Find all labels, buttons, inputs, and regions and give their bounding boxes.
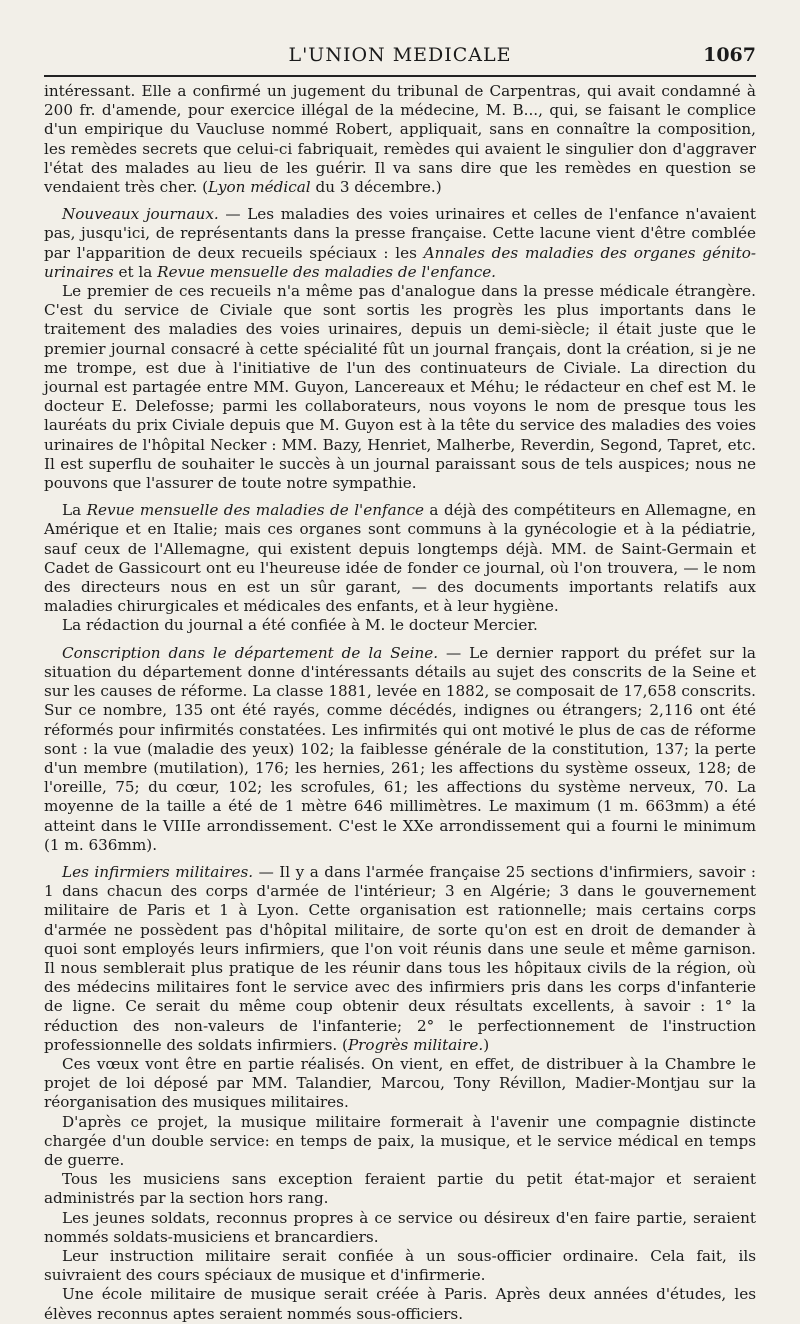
text-segment: a déjà des compétiteurs en Allemagne, en Amérique et en Italie; mais ces organes sont communs à la gynécologie et à la pédiatrie, sauf ceux de l'Allemagne, qui existent depuis longtemps déjà. MM. de Saint-Germain et Cadet de Gassicourt ont eu l'heureuse idée de fonder ce journal, où l'on trouvera, — le nom des directeurs nous en est un sûr garant, — des documents importants relatifs aux maladies chirurgicales et médicales des enfants, et à leur hygiène. xyxy=(44,501,756,616)
paragraph-redaction xyxy=(44,616,756,635)
paragraph-instruction xyxy=(44,1247,756,1285)
text-segment: du 3 décembre.) xyxy=(310,178,442,197)
text-segment: Les infirmiers militaires. xyxy=(62,862,254,881)
text-segment: — Les maladies des voies urinaires et celles de l'enfance n'avaient pas, jusqu'ici, de représentants dans la presse française. Cette lacune vient d'être comblée par l'apparition de deux recueils spéciaux : les xyxy=(44,205,756,262)
text-segment: Ces vœux vont être en partie réalisés. On vient, en effet, de distribuer à la Chambre le projet de loi déposé par MM. Talandier, Marcou, Tony Révillon, Madier-Montjau sur la réorganisation des musiques militaires. xyxy=(44,1054,756,1112)
paragraph-projet xyxy=(44,1113,756,1171)
text-segment: — Il y a dans l'armée française 25 sections d'infirmiers, savoir : 1 dans chacun des corps d'armée de l'intérieur; 3 en Algérie; 3 dans le gouvernement militaire de Paris et 1 à Lyon. Cette organisation est rationnelle; mais certains corps d'armée ne possèdent pas d'hôpital militaire, de sorte qu'on est en droit de demander à quoi sont employés leurs infirmiers, que l'on voit réunis dans une seule et même garnison. Il nous semblerait plus pratique de les réunir dans tous les hôpitaux civils de la région, où des médecins militaires font le service avec des infirmiers pris dans les corps d'infanterie de ligne. Ce serait du même coup obtenir deux résultats excellents, à savoir : 1° la réduction des non-valeurs de l'infanterie; 2° le perfectionnement de l'instruction professionnelle des soldats infirmiers. ( xyxy=(44,862,756,1054)
text-segment: Une école militaire de musique serait créée à Paris. Après deux années d'études, les élèves reconnus aptes seraient nommés sous-officiers. xyxy=(44,1285,756,1323)
text-segment: Progrès militaire. xyxy=(347,1035,484,1054)
text-segment: ) xyxy=(483,1035,490,1054)
header-rule xyxy=(44,75,756,77)
text-segment: et la xyxy=(113,262,158,281)
text-segment: intéressant. Elle a confirmé un jugement du tribunal de Carpentras, qui avait condamné à 200 fr. d'amende, pour exercice illégal de la médecine, M. B..., qui, se faisant le complice d'un empirique du Vaucluse nommé Robert, appliquait, sans en connaître la composition, les remèdes secrets que celui-ci fabriquait, remèdes qui avaient le singulier don d'aggraver l'état des malades au lieu de les guérir. Il va sans dire que les remèdes en question se vendaient très cher. ( xyxy=(44,82,756,197)
text-segment: Tous les musiciens sans exception feraient partie du petit état-major et seraient administrés par la section hors rang. xyxy=(44,1170,756,1208)
paragraph-ecole xyxy=(44,1285,756,1323)
text-segment: D'après ce projet, la musique militaire formerait à l'avenir une compagnie distincte chargée d'un double service: en temps de paix, la musique, et le service médical en temps de guerre. xyxy=(44,1112,756,1169)
paragraph-lyon-medical xyxy=(44,82,756,197)
page-number: 1067 xyxy=(703,44,756,66)
paragraph-conscription xyxy=(44,644,756,855)
text-segment: Revue mensuelle des maladies de l'enfance. xyxy=(157,262,497,281)
text-segment: Le premier de ces recueils n'a même pas d'analogue dans la presse médicale étrangère. C'est du service de Civiale que sont sortis les progrès les plus importants dans le traitement des maladies des voies urinaires, depuis un demi-siècle; il était juste que le premier journal consacré à cette spécialité fût un journal français, dont la création, si je ne me trompe, est due à l'initiative de l'un des continuateurs de Civiale. La direction du journal est partagée entre MM. Guyon, Lancereaux et Méhu; le rédacteur en chef est M. le docteur E. Delefosse; parmi les collaborateurs, nous voyons le nom de presque tous les lauréats du prix Civiale depuis que M. Guyon est à la tête du service des maladies des voies urinaires de l'hôpital Necker : MM. Bazy, Henriet, Malherbe, Reverdin, Segond, Tapret, etc. Il est superflu de souhaiter le succès à un journal paraissant sous de tels auspices; nous ne pouvons que l'assurer de toute notre sympathie. xyxy=(44,282,756,493)
text-segment: Les jeunes soldats, reconnus propres à ce service ou désireux d'en faire partie, seraient nommés soldats-musiciens et brancardiers. xyxy=(44,1208,756,1246)
running-title: L'UNION MEDICALE xyxy=(288,44,512,66)
text-segment: Conscription dans le département de la Seine. xyxy=(62,643,439,662)
text-segment: Lyon médical xyxy=(208,178,311,197)
text-segment: Leur instruction militaire serait confiée à un sous-officier ordinaire. Cela fait, ils suivraient des cours spéciaux de musique et d'infirmerie. xyxy=(44,1246,756,1285)
text-segment: Revue mensuelle des maladies de l'enfance xyxy=(86,501,424,520)
paragraph-nouveaux-journaux xyxy=(44,205,756,282)
paragraph-revue-enfance xyxy=(44,501,756,616)
paragraph-jeunes-soldats xyxy=(44,1209,756,1247)
paragraph-premier-recueil xyxy=(44,282,756,493)
text-segment: — Le dernier rapport du préfet sur la situation du département donne d'intéressants détails au sujet des conscrits de la Seine et sur les causes de réforme. La classe 1881, levée en 1882, se composait de 17,658 conscrits. Sur ce nombre, 135 ont été rayés, comme décédés, indignes ou étrangers; 2,116 ont été réformés pour infirmités constatées. Les infirmités qui ont motivé le plus de cas de réforme sont : la vue (maladie des yeux) 102; la faiblesse générale de la constitution, 137; la perte d'un membre (mutilation), 176; les hernies, 261; les affections du système osseux, 128; de l'oreille, 75; du cœur, 102; les scrofules, 61; les affections du système nerveux, 70. La moyenne de la taille a été de 1 mètre 646 millimètres. Le maximum (1 m. 663mm) a été atteint dans le VIIIe arrondissement. C'est le XXe arrondissement qui a fourni le minimum (1 m. 636mm). xyxy=(44,643,756,854)
text-segment: La xyxy=(62,501,87,520)
body-text xyxy=(44,82,756,1324)
text-segment: La rédaction du journal a été confiée à M. le docteur Mercier. xyxy=(62,616,538,635)
text-segment: Annales des maladies des organes génito-urinaires xyxy=(44,243,756,281)
paragraph-musiciens xyxy=(44,1170,756,1208)
paragraph-voeux xyxy=(44,1055,756,1113)
paragraph-infirmiers-militaires xyxy=(44,863,756,1055)
text-segment: Nouveaux journaux. xyxy=(62,205,219,224)
page-header xyxy=(44,44,756,78)
